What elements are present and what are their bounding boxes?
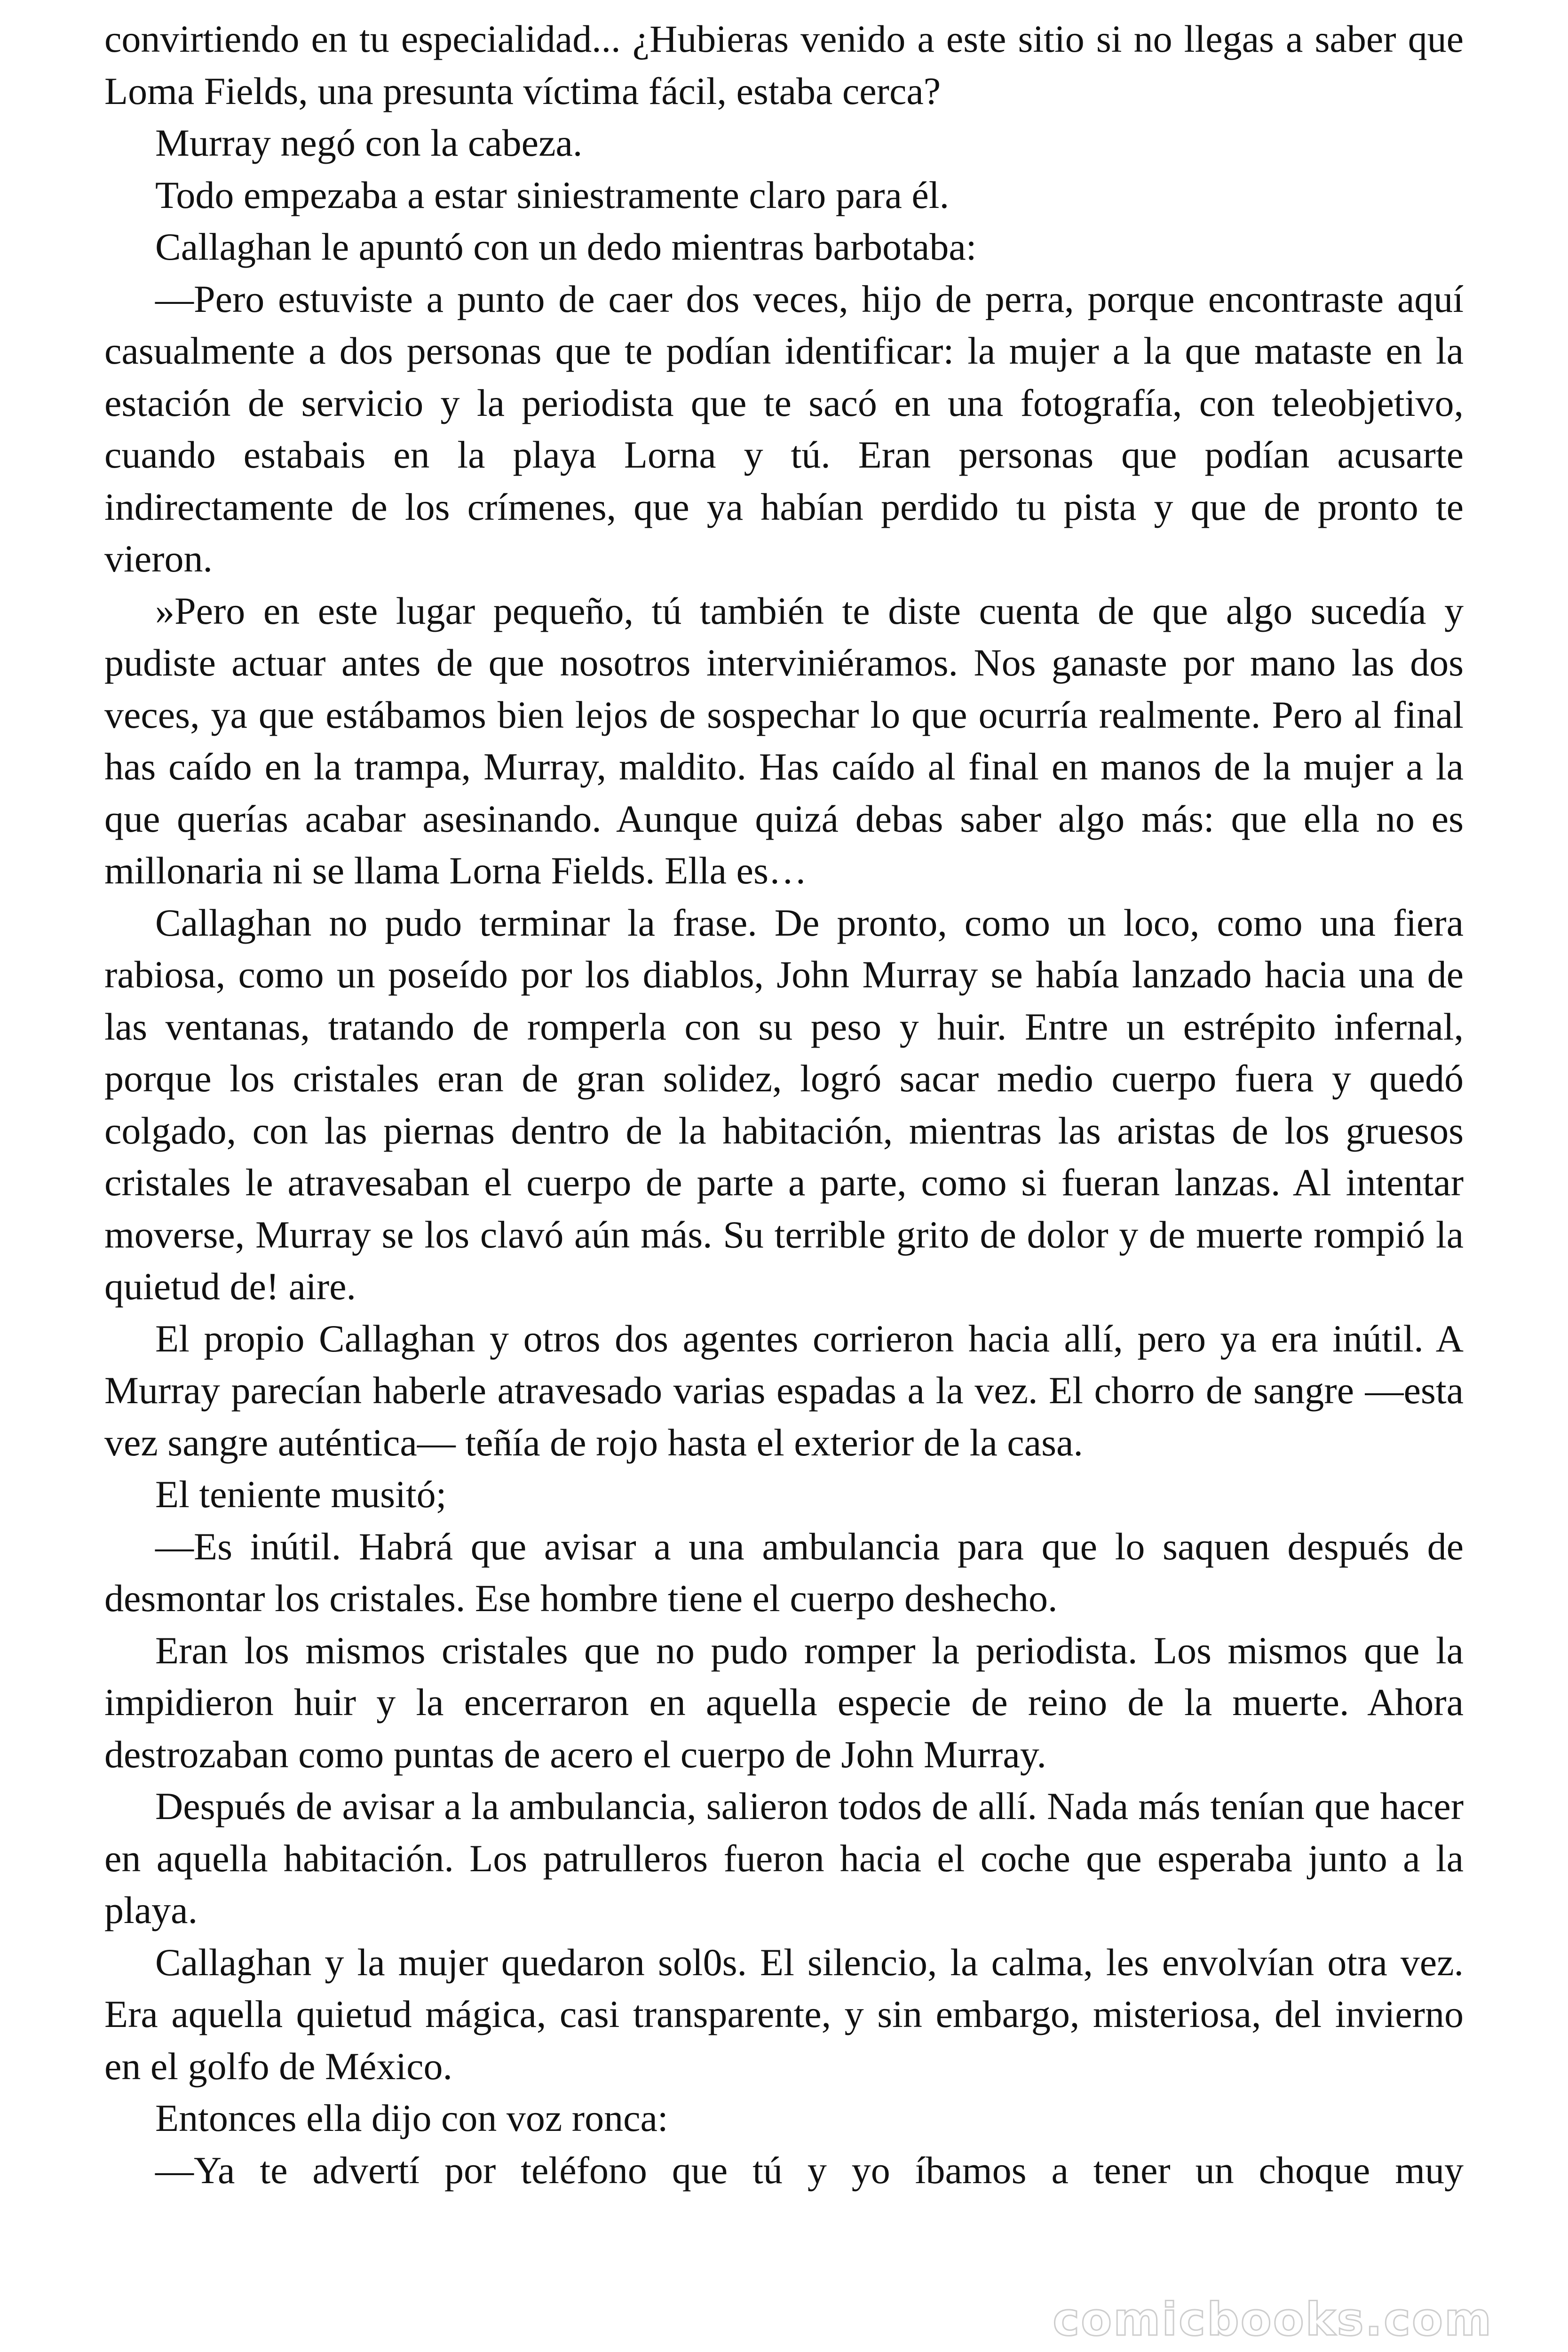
paragraph-12: Después de avisar a la ambulancia, salieron todos de allí. Nada más tenían que hacer en aquella habitación. Los patrulleros fueron hacia el coche que esperaba junto a la playa.: [104, 1785, 1464, 1931]
paragraph-2: Murray negó con la cabeza.: [155, 121, 583, 164]
watermark-logo: comicbooks.com: [1053, 2293, 1493, 2346]
paragraph-8: El propio Callaghan y otros dos agentes corrieron hacia allí, pero ya era inútil. A Murray parecían haberle atravesado varias espadas a la vez. El chorro de sangre —esta vez sangre auténtica— teñía de rojo hasta el exterior de la casa.: [104, 1317, 1464, 1464]
paragraph-1: convirtiendo en tu especialidad... ¿Hubieras venido a este sitio si no llegas a saber que Loma Fields, una presunta víctima fácil, estaba cerca?: [104, 17, 1464, 112]
paragraph-14: Entonces ella dijo con voz ronca:: [155, 2097, 668, 2139]
paragraph-11: Eran los mismos cristales que no pudo romper la periodista. Los mismos que la impidieron huir y la encerraron en aquella especie de reino de la muerte. Ahora destrozaban como puntas de acero el cuerpo de John Murray.: [104, 1629, 1464, 1776]
book-page-text: [104, 13, 1464, 2196]
paragraph-7: Callaghan no pudo terminar la frase. De pronto, como un loco, como una fiera rabiosa, como un poseído por los diablos, John Murray se había lanzado hacia una de las ventanas, tratando de romperla con su peso y huir. Entre un estrépito infernal, porque los cristales eran de gran solidez, logró sacar medio cuerpo fuera y quedó colgado, con las piernas dentro de la habitación, mientras las aristas de los gruesos cristales le atravesaban el cuerpo de parte a parte, como si fueran lanzas. Al intentar moverse, Murray se los clavó aún más. Su terrible grito de dolor y de muerte rompió la quietud de! aire.: [104, 901, 1464, 1308]
paragraph-3: Todo empezaba a estar siniestramente claro para él.: [155, 173, 950, 216]
paragraph-4: Callaghan le apuntó con un dedo mientras barbotaba:: [155, 225, 977, 268]
paragraph-15: —Ya te advertí por teléfono que tú y yo íbamos a tener un choque muy: [155, 2148, 1464, 2192]
paragraph-6: »Pero en este lugar pequeño, tú también te diste cuenta de que algo sucedía y pudiste actuar antes de que nosotros interviniéramos. Nos ganaste por mano las dos veces, ya que estábamos bien lejos de sospechar lo que ocurría realmente. Pero al final has caído en la trampa, Murray, maldito. Has caído al final en manos de la mujer a la que querías acabar asesinando. Aunque quizá debas saber algo más: que ella no es millonaria ni se llama Lorna Fields. Ella es…: [104, 589, 1464, 892]
paragraph-5: —Pero estuviste a punto de caer dos veces, hijo de perra, porque encontraste aquí casualmente a dos personas que te podían identificar: la mujer a la que mataste en la estación de servicio y la periodista que te sacó en una fotografía, con teleobjetivo, cuando estabais en la playa Lorna y tú. Eran personas que podían acusarte indirectamente de los crímenes, que ya habían perdido tu pista y que de pronto te vieron.: [104, 277, 1464, 580]
paragraph-13: Callaghan y la mujer quedaron sol0s. El silencio, la calma, les envolvían otra vez. Era aquella quietud mágica, casi transparente, y sin embargo, misteriosa, del invierno en el golfo de México.: [104, 1940, 1464, 2088]
paragraph-9: El teniente musitó;: [155, 1473, 447, 1516]
paragraph-10: —Es inútil. Habrá que avisar a una ambulancia para que lo saquen después de desmontar los cristales. Ese hombre tiene el cuerpo deshecho.: [104, 1525, 1464, 1620]
